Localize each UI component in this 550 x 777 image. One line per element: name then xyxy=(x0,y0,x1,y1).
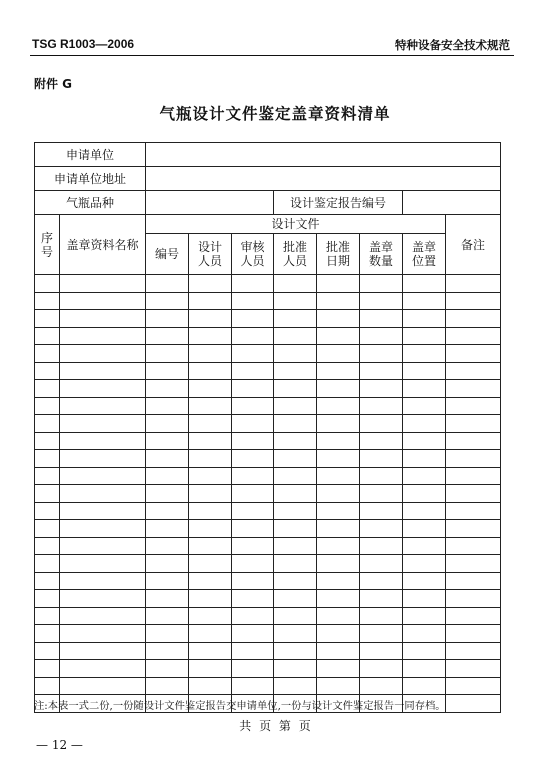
blank-cell[interactable] xyxy=(146,502,189,520)
blank-cell[interactable] xyxy=(232,590,274,608)
approver-header: 批准 人员 xyxy=(274,234,317,275)
approval-date-header: 批准 日期 xyxy=(317,234,360,275)
blank-cell[interactable] xyxy=(317,275,360,293)
blank-cell[interactable] xyxy=(60,415,146,433)
blank-cell[interactable] xyxy=(189,607,232,625)
blank-cell[interactable] xyxy=(146,590,189,608)
table-row xyxy=(35,642,501,660)
blank-cell[interactable] xyxy=(60,537,146,555)
reviewer-header: 审核 人员 xyxy=(232,234,274,275)
blank-cell[interactable] xyxy=(317,485,360,503)
blank-cell[interactable] xyxy=(446,327,501,345)
blank-cell[interactable] xyxy=(35,520,60,538)
blank-cell[interactable] xyxy=(446,695,501,713)
blank-cell[interactable] xyxy=(35,572,60,590)
blank-cell[interactable] xyxy=(232,677,274,695)
blank-cell[interactable] xyxy=(360,660,403,678)
blank-cell[interactable] xyxy=(403,642,446,660)
header-rule xyxy=(30,55,514,56)
blank-cell[interactable] xyxy=(35,310,60,328)
table-row xyxy=(35,432,501,450)
blank-cell[interactable] xyxy=(403,572,446,590)
blank-cell[interactable] xyxy=(360,345,403,363)
blank-cell[interactable] xyxy=(360,292,403,310)
blank-cell[interactable] xyxy=(446,345,501,363)
blank-cell[interactable] xyxy=(403,432,446,450)
blank-cell[interactable] xyxy=(189,590,232,608)
table-row xyxy=(35,292,501,310)
table-row xyxy=(35,345,501,363)
blank-cell[interactable] xyxy=(35,432,60,450)
report-number-label: 设计鉴定报告编号 xyxy=(274,191,403,215)
blank-cell[interactable] xyxy=(317,310,360,328)
blank-cell[interactable] xyxy=(403,450,446,468)
applicant-address-label: 申请单位地址 xyxy=(35,167,146,191)
blank-cell[interactable] xyxy=(35,292,60,310)
blank-cell[interactable] xyxy=(360,520,403,538)
blank-cell[interactable] xyxy=(274,660,317,678)
blank-cell[interactable] xyxy=(274,572,317,590)
blank-cell[interactable] xyxy=(360,362,403,380)
blank-cell[interactable] xyxy=(60,502,146,520)
blank-cell[interactable] xyxy=(317,572,360,590)
blank-cell[interactable] xyxy=(60,555,146,573)
blank-cell[interactable] xyxy=(446,362,501,380)
blank-cell[interactable] xyxy=(146,642,189,660)
blank-cell[interactable] xyxy=(360,625,403,643)
form-note: 注:本表一式二份,一份随设计文件鉴定报告交申请单位,一份与设计文件鉴定报告一同存档。 xyxy=(34,700,446,712)
blank-cell[interactable] xyxy=(232,380,274,398)
blank-cell[interactable] xyxy=(403,397,446,415)
blank-cell[interactable] xyxy=(403,537,446,555)
blank-cell[interactable] xyxy=(403,555,446,573)
cylinder-type-label: 气瓶品种 xyxy=(35,191,146,215)
blank-cell[interactable] xyxy=(60,660,146,678)
blank-cell[interactable] xyxy=(446,292,501,310)
blank-cell[interactable] xyxy=(317,327,360,345)
blank-cell[interactable] xyxy=(189,625,232,643)
blank-cell[interactable] xyxy=(146,345,189,363)
blank-cell[interactable] xyxy=(317,292,360,310)
blank-cell[interactable] xyxy=(189,310,232,328)
blank-cell[interactable] xyxy=(360,380,403,398)
blank-cell[interactable] xyxy=(360,502,403,520)
blank-cell[interactable] xyxy=(317,432,360,450)
blank-cell[interactable] xyxy=(35,345,60,363)
blank-cell[interactable] xyxy=(232,660,274,678)
blank-cell[interactable] xyxy=(446,537,501,555)
blank-cell[interactable] xyxy=(232,362,274,380)
report-number-field[interactable] xyxy=(403,191,501,215)
blank-cell[interactable] xyxy=(146,467,189,485)
blank-cell[interactable] xyxy=(189,537,232,555)
blank-cell[interactable] xyxy=(317,502,360,520)
blank-cell[interactable] xyxy=(317,397,360,415)
blank-cell[interactable] xyxy=(189,555,232,573)
blank-cell[interactable] xyxy=(446,642,501,660)
designer-header: 设计 人员 xyxy=(189,234,232,275)
blank-cell[interactable] xyxy=(146,607,189,625)
blank-cell[interactable] xyxy=(446,590,501,608)
blank-cell[interactable] xyxy=(146,327,189,345)
blank-cell[interactable] xyxy=(317,415,360,433)
blank-cell[interactable] xyxy=(232,572,274,590)
blank-cell[interactable] xyxy=(232,642,274,660)
blank-cell[interactable] xyxy=(274,520,317,538)
blank-cell[interactable] xyxy=(35,415,60,433)
blank-cell[interactable] xyxy=(146,677,189,695)
seq-header: 序 号 xyxy=(35,215,60,275)
blank-cell[interactable] xyxy=(360,327,403,345)
table-row xyxy=(35,362,501,380)
blank-cell[interactable] xyxy=(317,380,360,398)
blank-cell[interactable] xyxy=(274,275,317,293)
blank-cell[interactable] xyxy=(446,397,501,415)
blank-cell[interactable] xyxy=(403,415,446,433)
blank-cell[interactable] xyxy=(403,485,446,503)
page-count-line: 共 页 第 页 xyxy=(239,719,311,733)
blank-cell[interactable] xyxy=(60,327,146,345)
applicant-field[interactable] xyxy=(146,143,501,167)
blank-cell[interactable] xyxy=(274,590,317,608)
blank-cell[interactable] xyxy=(403,345,446,363)
blank-cell[interactable] xyxy=(232,327,274,345)
table-row xyxy=(35,572,501,590)
blank-cell[interactable] xyxy=(360,677,403,695)
material-name-header: 盖章资料名称 xyxy=(60,215,146,275)
blank-cell[interactable] xyxy=(232,485,274,503)
blank-cell[interactable] xyxy=(403,502,446,520)
blank-cell[interactable] xyxy=(446,607,501,625)
blank-cell[interactable] xyxy=(189,520,232,538)
blank-cell[interactable] xyxy=(446,677,501,695)
blank-cell[interactable] xyxy=(317,625,360,643)
table-row xyxy=(35,485,501,503)
blank-cell[interactable] xyxy=(317,450,360,468)
blank-cell[interactable] xyxy=(274,432,317,450)
blank-cell[interactable] xyxy=(35,485,60,503)
applicant-address-field[interactable] xyxy=(146,167,501,191)
blank-cell[interactable] xyxy=(360,607,403,625)
blank-cell[interactable] xyxy=(60,677,146,695)
blank-cell[interactable] xyxy=(232,345,274,363)
blank-cell[interactable] xyxy=(274,345,317,363)
blank-cell[interactable] xyxy=(446,275,501,293)
blank-cell[interactable] xyxy=(274,327,317,345)
table-row xyxy=(35,660,501,678)
blank-cell[interactable] xyxy=(146,450,189,468)
blank-cell[interactable] xyxy=(146,415,189,433)
table-row xyxy=(35,397,501,415)
blank-cell[interactable] xyxy=(60,362,146,380)
blank-cell[interactable] xyxy=(189,275,232,293)
table-row xyxy=(35,415,501,433)
blank-cell[interactable] xyxy=(35,607,60,625)
blank-cell[interactable] xyxy=(60,590,146,608)
blank-cell[interactable] xyxy=(189,677,232,695)
table-row xyxy=(35,450,501,468)
blank-cell[interactable] xyxy=(35,590,60,608)
blank-cell[interactable] xyxy=(274,450,317,468)
blank-cell[interactable] xyxy=(232,537,274,555)
blank-cell[interactable] xyxy=(403,292,446,310)
blank-cell[interactable] xyxy=(146,555,189,573)
blank-cell[interactable] xyxy=(360,397,403,415)
blank-cell[interactable] xyxy=(35,555,60,573)
blank-cell[interactable] xyxy=(274,537,317,555)
blank-cell[interactable] xyxy=(317,555,360,573)
blank-cell[interactable] xyxy=(146,362,189,380)
blank-cell[interactable] xyxy=(232,520,274,538)
blank-cell[interactable] xyxy=(446,520,501,538)
blank-cell[interactable] xyxy=(360,590,403,608)
blank-cell[interactable] xyxy=(360,485,403,503)
blank-cell[interactable] xyxy=(189,432,232,450)
blank-cell[interactable] xyxy=(232,292,274,310)
blank-cell[interactable] xyxy=(317,642,360,660)
annex-label: 附件 G xyxy=(34,77,73,91)
blank-cell[interactable] xyxy=(403,467,446,485)
blank-cell[interactable] xyxy=(274,380,317,398)
blank-cell[interactable] xyxy=(232,607,274,625)
blank-cell[interactable] xyxy=(60,275,146,293)
blank-cell[interactable] xyxy=(60,642,146,660)
blank-cell[interactable] xyxy=(232,397,274,415)
blank-cell[interactable] xyxy=(35,450,60,468)
blank-cell[interactable] xyxy=(60,450,146,468)
table-row xyxy=(35,275,501,293)
blank-cell[interactable] xyxy=(60,607,146,625)
blank-cell[interactable] xyxy=(360,467,403,485)
blank-cell[interactable] xyxy=(274,677,317,695)
blank-cell[interactable] xyxy=(60,572,146,590)
blank-cell[interactable] xyxy=(189,415,232,433)
blank-cell[interactable] xyxy=(446,625,501,643)
blank-cell[interactable] xyxy=(360,450,403,468)
blank-cell[interactable] xyxy=(446,555,501,573)
stamp-materials-form xyxy=(34,142,501,713)
blank-cell[interactable] xyxy=(35,275,60,293)
blank-cell[interactable] xyxy=(360,432,403,450)
blank-cell[interactable] xyxy=(189,397,232,415)
blank-cell[interactable] xyxy=(274,415,317,433)
blank-cell[interactable] xyxy=(146,520,189,538)
blank-cell[interactable] xyxy=(146,625,189,643)
blank-cell[interactable] xyxy=(60,310,146,328)
blank-cell[interactable] xyxy=(189,642,232,660)
table-row xyxy=(35,310,501,328)
blank-cell[interactable] xyxy=(35,397,60,415)
stamp-position-header: 盖章 位置 xyxy=(403,234,446,275)
blank-cell[interactable] xyxy=(360,642,403,660)
blank-cell[interactable] xyxy=(146,432,189,450)
blank-cell[interactable] xyxy=(317,345,360,363)
blank-cell[interactable] xyxy=(146,485,189,503)
blank-cell[interactable] xyxy=(274,292,317,310)
blank-cell[interactable] xyxy=(189,292,232,310)
blank-cell[interactable] xyxy=(274,485,317,503)
blank-cell[interactable] xyxy=(35,362,60,380)
blank-cell[interactable] xyxy=(189,345,232,363)
blank-cell[interactable] xyxy=(274,397,317,415)
blank-cell[interactable] xyxy=(274,625,317,643)
table-row xyxy=(35,677,501,695)
page-title: 气瓶设计文件鉴定盖章资料清单 xyxy=(159,105,391,123)
blank-cell[interactable] xyxy=(189,380,232,398)
blank-cell[interactable] xyxy=(317,537,360,555)
cylinder-type-field[interactable] xyxy=(146,191,274,215)
blank-cell[interactable] xyxy=(403,677,446,695)
blank-cell[interactable] xyxy=(146,572,189,590)
blank-cell[interactable] xyxy=(403,380,446,398)
blank-cell[interactable] xyxy=(317,590,360,608)
remarks-header: 备注 xyxy=(446,215,501,275)
blank-cell[interactable] xyxy=(35,380,60,398)
blank-cell[interactable] xyxy=(360,275,403,293)
blank-cell[interactable] xyxy=(146,380,189,398)
blank-cell[interactable] xyxy=(232,310,274,328)
blank-cell[interactable] xyxy=(60,520,146,538)
applicant-label: 申请单位 xyxy=(35,143,146,167)
blank-cell[interactable] xyxy=(232,450,274,468)
blank-cell[interactable] xyxy=(60,625,146,643)
blank-cell[interactable] xyxy=(403,310,446,328)
blank-cell[interactable] xyxy=(60,292,146,310)
blank-cell[interactable] xyxy=(189,572,232,590)
number-header: 编号 xyxy=(146,234,189,275)
blank-cell[interactable] xyxy=(35,467,60,485)
stamp-count-header: 盖章 数量 xyxy=(360,234,403,275)
blank-cell[interactable] xyxy=(232,467,274,485)
blank-cell[interactable] xyxy=(274,467,317,485)
page-number: — 12 — xyxy=(36,738,83,752)
blank-cell[interactable] xyxy=(274,607,317,625)
blank-cell[interactable] xyxy=(189,362,232,380)
blank-cell[interactable] xyxy=(317,677,360,695)
blank-cell[interactable] xyxy=(360,537,403,555)
blank-cell[interactable] xyxy=(35,625,60,643)
design-docs-header: 设计文件 xyxy=(146,215,446,234)
blank-cell[interactable] xyxy=(274,502,317,520)
blank-cell[interactable] xyxy=(35,502,60,520)
table-row xyxy=(35,327,501,345)
table-row xyxy=(35,537,501,555)
blank-cell[interactable] xyxy=(35,642,60,660)
blank-cell[interactable] xyxy=(146,397,189,415)
blank-cell[interactable] xyxy=(146,310,189,328)
blank-cell[interactable] xyxy=(360,310,403,328)
blank-cell[interactable] xyxy=(189,485,232,503)
blank-cell[interactable] xyxy=(189,502,232,520)
blank-cell[interactable] xyxy=(446,572,501,590)
blank-cell[interactable] xyxy=(189,327,232,345)
table-row xyxy=(35,467,501,485)
blank-cell[interactable] xyxy=(189,450,232,468)
blank-cell[interactable] xyxy=(35,537,60,555)
blank-cell[interactable] xyxy=(360,572,403,590)
blank-cell[interactable] xyxy=(446,415,501,433)
blank-cell[interactable] xyxy=(60,397,146,415)
blank-cell[interactable] xyxy=(360,555,403,573)
blank-cell[interactable] xyxy=(446,485,501,503)
table-row xyxy=(35,520,501,538)
table-row xyxy=(35,625,501,643)
blank-cell[interactable] xyxy=(146,275,189,293)
blank-cell[interactable] xyxy=(403,327,446,345)
blank-cell[interactable] xyxy=(360,415,403,433)
blank-cell[interactable] xyxy=(446,450,501,468)
table-row xyxy=(35,502,501,520)
blank-cell[interactable] xyxy=(35,660,60,678)
blank-cell[interactable] xyxy=(232,415,274,433)
table-row xyxy=(35,380,501,398)
blank-cell[interactable] xyxy=(317,520,360,538)
blank-cell[interactable] xyxy=(60,467,146,485)
table-row xyxy=(35,555,501,573)
blank-cell[interactable] xyxy=(146,537,189,555)
blank-cell[interactable] xyxy=(403,520,446,538)
table-row xyxy=(35,607,501,625)
blank-cell[interactable] xyxy=(189,660,232,678)
standard-series-title: 特种设备安全技术规范 xyxy=(395,38,510,52)
blank-cell[interactable] xyxy=(146,660,189,678)
blank-cell[interactable] xyxy=(60,485,146,503)
blank-cell[interactable] xyxy=(317,362,360,380)
blank-cell[interactable] xyxy=(232,432,274,450)
blank-cell[interactable] xyxy=(274,362,317,380)
blank-cell[interactable] xyxy=(317,467,360,485)
blank-cell[interactable] xyxy=(35,677,60,695)
blank-cell[interactable] xyxy=(403,660,446,678)
blank-cell[interactable] xyxy=(274,555,317,573)
blank-cell[interactable] xyxy=(446,660,501,678)
blank-cell[interactable] xyxy=(274,642,317,660)
blank-cell[interactable] xyxy=(403,625,446,643)
blank-cell[interactable] xyxy=(446,432,501,450)
blank-cell[interactable] xyxy=(446,310,501,328)
blank-cell[interactable] xyxy=(232,275,274,293)
blank-cell[interactable] xyxy=(446,502,501,520)
blank-cell[interactable] xyxy=(189,467,232,485)
blank-cell[interactable] xyxy=(146,292,189,310)
blank-cell[interactable] xyxy=(232,625,274,643)
blank-cell[interactable] xyxy=(446,380,501,398)
blank-cell[interactable] xyxy=(60,380,146,398)
standard-code: TSG R1003—2006 xyxy=(32,37,135,51)
table-row xyxy=(35,590,501,608)
blank-cell[interactable] xyxy=(60,345,146,363)
blank-cell[interactable] xyxy=(232,555,274,573)
blank-cell[interactable] xyxy=(60,432,146,450)
blank-cell[interactable] xyxy=(317,607,360,625)
blank-cell[interactable] xyxy=(232,502,274,520)
blank-cell[interactable] xyxy=(403,275,446,293)
blank-cell[interactable] xyxy=(274,310,317,328)
blank-cell[interactable] xyxy=(403,362,446,380)
blank-cell[interactable] xyxy=(35,327,60,345)
blank-cell[interactable] xyxy=(317,660,360,678)
blank-cell[interactable] xyxy=(446,467,501,485)
blank-cell[interactable] xyxy=(403,590,446,608)
blank-cell[interactable] xyxy=(403,607,446,625)
